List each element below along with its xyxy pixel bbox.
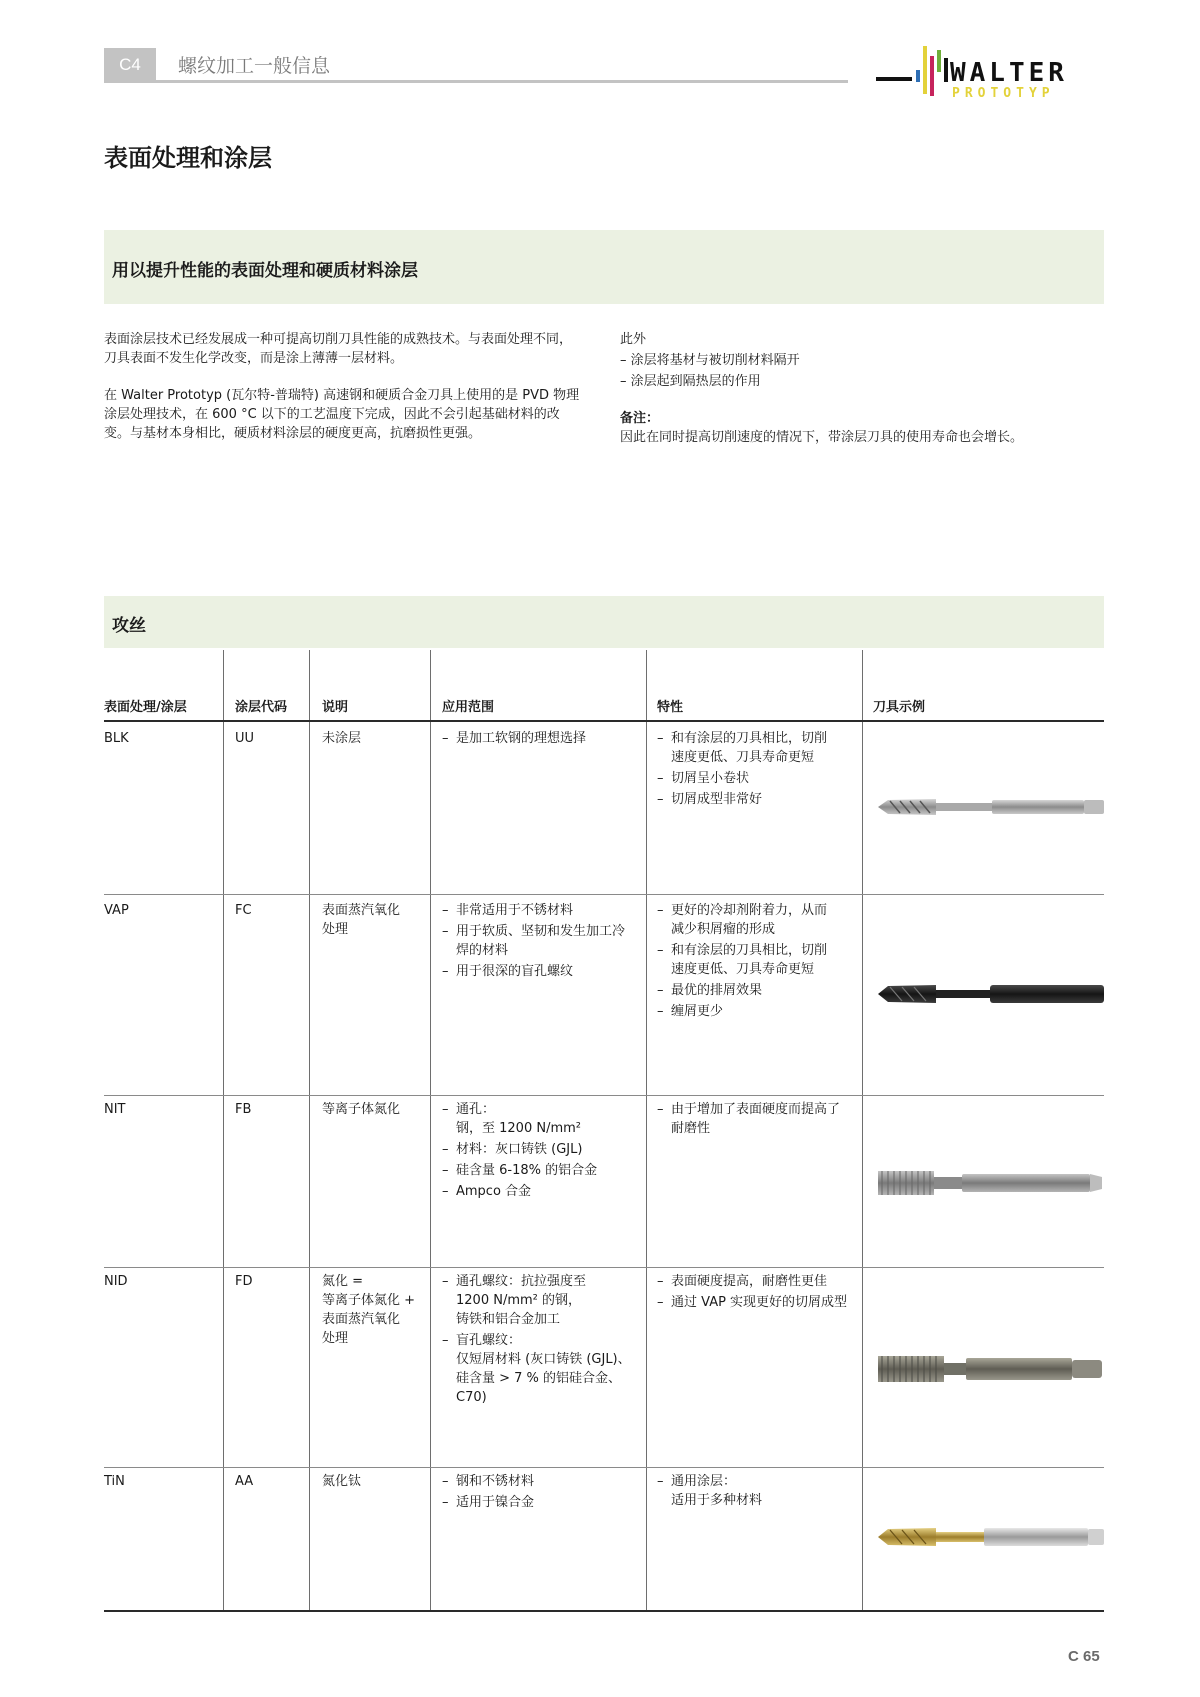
bullet-item (657, 1293, 862, 1312)
vap-black-spiral-tap-image (876, 981, 1104, 1007)
bullet-item (442, 1161, 642, 1180)
cell-code: FD (235, 1274, 253, 1289)
cell-treatment: VAP (104, 903, 129, 918)
bullet-item (442, 962, 642, 981)
bullet-item (657, 1272, 862, 1291)
cell-application (442, 1100, 642, 1203)
bullet-text: 耐磨性 (671, 1121, 711, 1136)
bullet-text: 仅短屑材料 (灰口铸铁 (GJL)、 (456, 1352, 631, 1367)
cell-properties (657, 1100, 862, 1140)
bullet-text: – 钢和不锈材料 (456, 1474, 535, 1489)
bullet-text: 减少积屑瘤的形成 (671, 922, 776, 937)
bullet-text: – 切屑呈小卷状 (671, 771, 750, 786)
bullet-item (657, 1472, 857, 1510)
bullet-item (442, 1182, 642, 1201)
table-header-rule (104, 720, 1104, 722)
bullet-item (442, 1272, 642, 1329)
description-line: 表面蒸汽氧化 (322, 1312, 401, 1327)
bullet-item (657, 941, 857, 979)
bullet-text: – 和有涂层的刀具相比，切削 (671, 731, 828, 746)
bullet-item (657, 1100, 862, 1138)
intro-left (104, 330, 582, 461)
bullet-text: – 由于增加了表面硬度而提高了 (671, 1102, 841, 1117)
header-rule (104, 80, 848, 83)
section-title: 用以提升性能的表面处理和硬质材料涂层 (112, 261, 418, 281)
cell-description: 氮化钛 (322, 1474, 362, 1489)
bullet-text: – 是加工软钢的理想选择 (456, 731, 587, 746)
intro-right (620, 330, 1110, 447)
cell-description: 未涂层 (322, 731, 362, 746)
bullet-text: – 用于软质、坚韧和发生加工冷 (456, 924, 626, 939)
section-band-tapping (104, 596, 1104, 648)
cell-application (442, 901, 642, 983)
bullet-text: 1200 N/mm² 的钢， (456, 1293, 581, 1308)
bullet-text: – 最优的排屑效果 (671, 983, 763, 998)
note-label: 备注： (620, 411, 660, 426)
logo-bar-magenta (930, 56, 934, 96)
cell-code: FB (235, 1102, 252, 1117)
column-header-treatment: 表面处理/涂层 (104, 700, 187, 715)
bullet-text: 铸铁和铝合金加工 (456, 1312, 561, 1327)
section-title: 攻丝 (112, 616, 146, 636)
uncoated-spiral-tap-image (876, 794, 1104, 820)
description-line: 处理 (322, 922, 349, 937)
bullet-text: – 用于很深的盲孔螺纹 (456, 964, 574, 979)
logo-line (876, 77, 912, 81)
description-line: 氮化 = (322, 1274, 364, 1289)
bullet-text: – 非常适用于不锈材料 (456, 903, 574, 918)
bullet-text: – 缠屑更少 (671, 1004, 724, 1019)
cell-application (442, 1272, 642, 1409)
cell-description: 等离子体氮化 (322, 1102, 401, 1117)
logo-subword: PROTOTYP (952, 86, 1055, 101)
bullet-text: – 通过 VAP 实现更好的切屑成型 (671, 1295, 848, 1310)
bullet-text: 适用于多种材料 (671, 1493, 763, 1508)
bullet-item (442, 922, 642, 960)
cell-code: AA (235, 1474, 254, 1489)
description-line: 处理 (322, 1331, 349, 1346)
cell-treatment: NID (104, 1274, 128, 1289)
cell-properties (657, 1272, 862, 1314)
nid-straight-tap-image (876, 1352, 1104, 1386)
nitrided-straight-tap-image (876, 1168, 1104, 1198)
chapter-tab: C4 (104, 48, 156, 82)
bullet-text: – 通用涂层： (671, 1474, 737, 1489)
row-separator (104, 1467, 1104, 1468)
bullet-text: – 表面硬度提高，耐磨性更佳 (671, 1274, 828, 1289)
logo-bar-green (937, 50, 941, 72)
bullet-text: – 盲孔螺纹： (456, 1333, 522, 1348)
additional-item: – 涂层起到隔热层的作用 (620, 374, 761, 389)
bullet-text: – 更好的冷却剂附着力，从而 (671, 903, 828, 918)
logo-wordmark: WALTER (950, 58, 1068, 88)
column-header-properties: 特性 (657, 700, 684, 715)
cell-treatment: NIT (104, 1102, 126, 1117)
tin-gold-spiral-tap-image (876, 1524, 1104, 1550)
chapter-title: 螺纹加工一般信息 (178, 55, 331, 77)
additional-label: 此外 (620, 332, 647, 347)
cell-properties (657, 901, 857, 1023)
column-header-application: 应用范围 (442, 700, 495, 715)
logo-bar-blue (916, 70, 920, 82)
bullet-text: – 切屑成型非常好 (671, 792, 763, 807)
bullet-text: 钢，至 1200 N/mm² (456, 1121, 581, 1136)
bullet-item (657, 1002, 857, 1021)
cell-treatment: BLK (104, 731, 129, 746)
column-header-code: 涂层代码 (235, 700, 288, 715)
walter-prototyp-logo (876, 44, 1116, 106)
row-separator (104, 1267, 1104, 1268)
bullet-item (442, 1331, 642, 1407)
bullet-item (442, 1472, 642, 1491)
cell-description (322, 901, 426, 939)
bullet-item (442, 1100, 642, 1138)
column-header-description: 说明 (322, 700, 349, 715)
additional-item: – 涂层将基材与被切削材料隔开 (620, 353, 800, 368)
bullet-text: – 通孔： (456, 1102, 496, 1117)
bullet-text: 焊的材料 (456, 943, 509, 958)
logo-bar-yellow (923, 46, 927, 94)
bullet-text: – 硅含量 6-18% 的铝合金 (456, 1163, 598, 1178)
cell-code: FC (235, 903, 252, 918)
bullet-item (657, 790, 857, 809)
bullet-item (442, 901, 642, 920)
bullet-item (657, 981, 857, 1000)
bullet-text: 速度更低、刀具寿命更短 (671, 750, 815, 765)
section-band-coatings (104, 230, 1104, 304)
bullet-text: C70) (456, 1390, 487, 1405)
bullet-text: – 通孔螺纹：抗拉强度至 (456, 1274, 587, 1289)
cell-description (322, 1272, 426, 1348)
bullet-text: 硅含量 > 7 % 的铝硅合金、 (456, 1371, 622, 1386)
logo-bar-black (944, 58, 948, 82)
bullet-text: – 和有涂层的刀具相比，切削 (671, 943, 828, 958)
bullet-text: 速度更低、刀具寿命更短 (671, 962, 815, 977)
row-separator (104, 894, 1104, 895)
description-line: 等离子体氮化 + (322, 1293, 416, 1308)
table-bottom-rule (104, 1610, 1104, 1612)
page-title: 表面处理和涂层 (104, 144, 272, 172)
cell-application (442, 1472, 642, 1514)
bullet-item (442, 1493, 642, 1512)
bullet-item (657, 769, 857, 788)
page-number: C 65 (1068, 1648, 1100, 1665)
cell-properties (657, 1472, 857, 1512)
column-header-tool-example: 刀具示例 (873, 700, 926, 715)
bullet-text: – 适用于镍合金 (456, 1495, 535, 1510)
bullet-item (442, 1140, 642, 1159)
bullet-item (657, 729, 857, 767)
bullet-text: – 材料：灰口铸铁 (GJL) (456, 1142, 583, 1157)
cell-properties (657, 729, 857, 811)
intro-paragraph: 表面涂层技术已经发展成一种可提高切削刀具性能的成熟技术。与表面处理不同，刀具表面不发生化学改变，而是涂上薄薄一层材料。 (104, 332, 573, 366)
bullet-item (442, 729, 642, 748)
note-text: 因此在同时提高切削速度的情况下，带涂层刀具的使用寿命也会增长。 (620, 430, 1024, 445)
bullet-text: – Ampco 合金 (456, 1184, 532, 1199)
cell-application (442, 729, 642, 750)
cell-code: UU (235, 731, 255, 746)
row-separator (104, 1095, 1104, 1096)
intro-paragraph: 在 Walter Prototyp (瓦尔特-普瑞特) 高速钢和硬质合金刀具上使用的是 PVD 物理涂层处理技术，在 600 °C 以下的工艺温度下完成，因此不会引起基础材料的改变。与基材本身相比，硬质材料涂层的硬度更高，抗磨损性更强。 (104, 388, 580, 441)
description-line: 表面蒸汽氧化 (322, 903, 401, 918)
bullet-item (657, 901, 857, 939)
cell-treatment: TiN (104, 1474, 125, 1489)
